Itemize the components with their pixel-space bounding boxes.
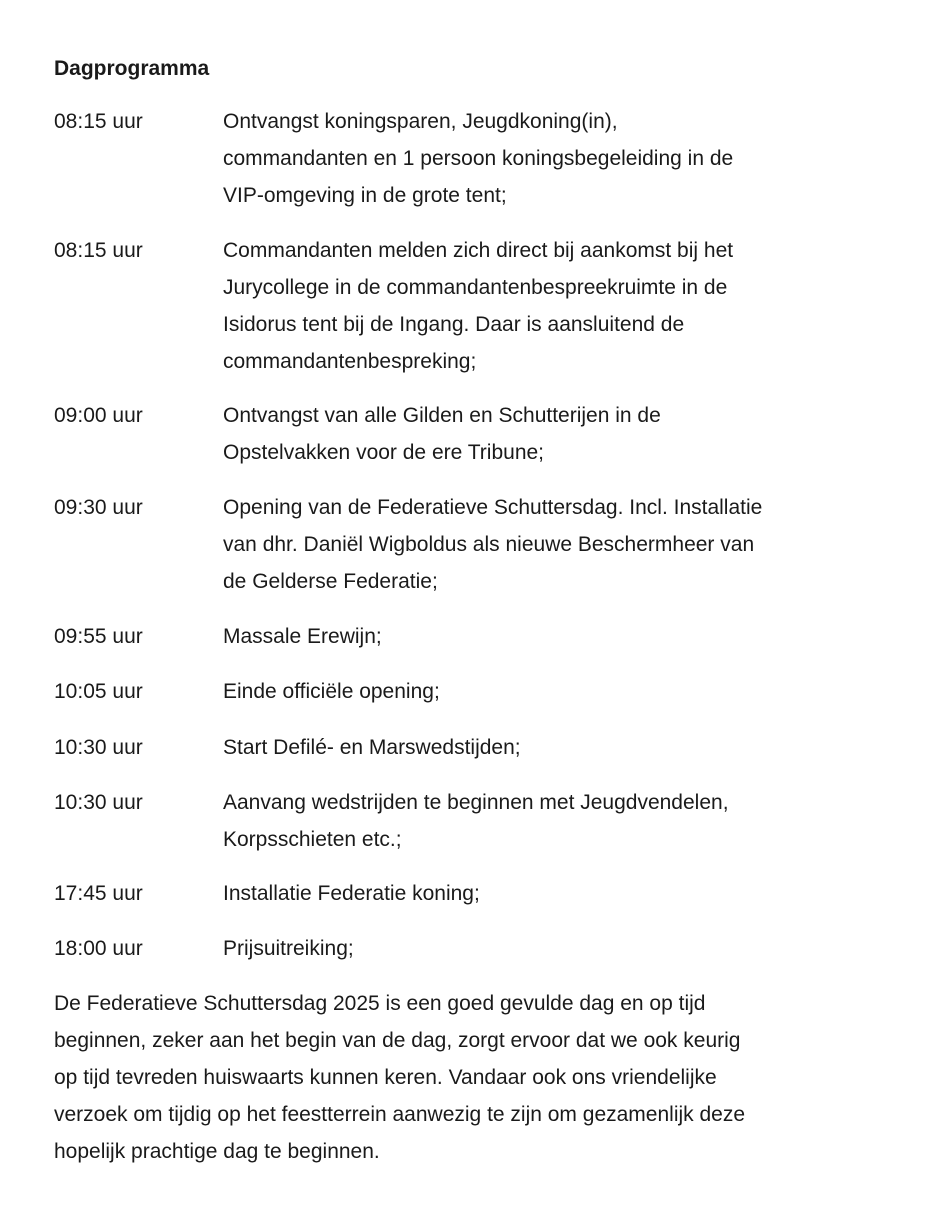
description-line: Massale Erewijn; — [223, 625, 382, 648]
document-page — [54, 0, 914, 1216]
description-line: Aanvang wedstrijden te beginnen met Jeugdvendelen, — [223, 791, 729, 814]
description-line: commandanten en 1 persoon koningsbegeleiding in de — [223, 147, 734, 170]
schedule-time: 09:30 uur — [54, 496, 143, 519]
schedule-description — [223, 489, 883, 600]
description-line: Opening van de Federatieve Schuttersdag. Incl. Installatie — [223, 496, 763, 519]
page-title: Dagprogramma — [54, 57, 210, 80]
schedule-description — [223, 103, 883, 214]
description-line: Opstelvakken voor de ere Tribune; — [223, 441, 545, 464]
description-line: Prijsuitreiking; — [223, 937, 354, 960]
description-line: Ontvangst koningsparen, Jeugdkoning(in), — [223, 110, 618, 133]
schedule-description — [223, 618, 883, 655]
description-line: Jurycollege in de commandantenbespreekruimte in de — [223, 276, 728, 299]
schedule-time: 10:30 uur — [54, 791, 143, 814]
schedule-time: 17:45 uur — [54, 882, 143, 905]
schedule-time: 18:00 uur — [54, 937, 143, 960]
description-line: Korpsschieten etc.; — [223, 828, 402, 851]
description-line: VIP-omgeving in de grote tent; — [223, 184, 507, 207]
schedule-time: 10:30 uur — [54, 736, 143, 759]
description-line: de Gelderse Federatie; — [223, 570, 438, 593]
description-line: Start Defilé- en Marswedstijden; — [223, 736, 521, 759]
paragraph-line: De Federatieve Schuttersdag 2025 is een goed gevulde dag en op tijd — [54, 992, 706, 1015]
description-line: commandantenbespreking; — [223, 350, 477, 373]
schedule-time: 08:15 uur — [54, 239, 143, 262]
schedule-description — [223, 930, 883, 967]
paragraph-line: op tijd tevreden huiswaarts kunnen keren. Vandaar ook ons vriendelijke — [54, 1066, 717, 1089]
schedule-description — [223, 673, 883, 710]
description-line: Installatie Federatie koning; — [223, 882, 480, 905]
schedule-time: 09:55 uur — [54, 625, 143, 648]
paragraph-line: beginnen, zeker aan het begin van de dag, zorgt ervoor dat we ook keurig — [54, 1029, 741, 1052]
schedule-time: 10:05 uur — [54, 680, 143, 703]
description-line: Commandanten melden zich direct bij aankomst bij het — [223, 239, 734, 262]
schedule-time: 08:15 uur — [54, 110, 143, 133]
schedule-description — [223, 729, 883, 766]
schedule-description — [223, 397, 883, 471]
schedule-description — [223, 875, 883, 912]
description-line: Ontvangst van alle Gilden en Schutterijen in de — [223, 404, 661, 427]
schedule-description — [223, 784, 883, 858]
paragraph-line: hopelijk prachtige dag te beginnen. — [54, 1140, 380, 1163]
schedule-time: 09:00 uur — [54, 404, 143, 427]
schedule-description — [223, 232, 883, 380]
description-line: Einde officiële opening; — [223, 680, 440, 703]
description-line: Isidorus tent bij de Ingang. Daar is aansluitend de — [223, 313, 685, 336]
description-line: van dhr. Daniël Wigboldus als nieuwe Beschermheer van — [223, 533, 755, 556]
closing-paragraph — [54, 985, 884, 1170]
paragraph-line: verzoek om tijdig op het feestterrein aanwezig te zijn om gezamenlijk deze — [54, 1103, 746, 1126]
